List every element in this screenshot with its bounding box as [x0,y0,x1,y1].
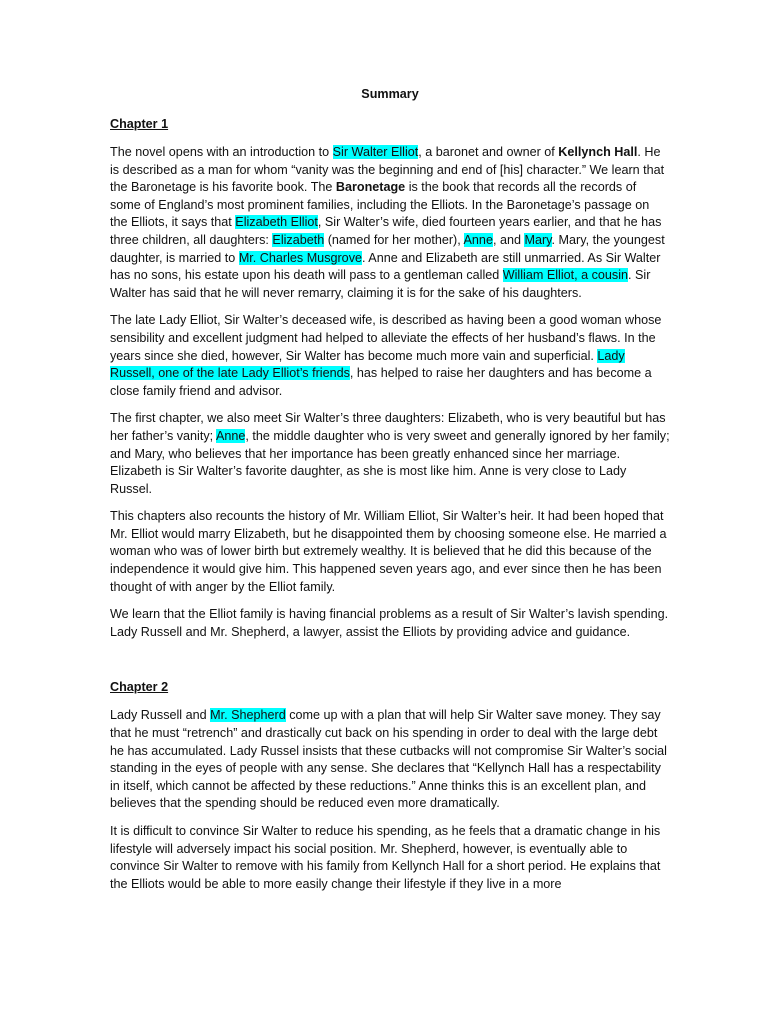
highlight-lady-russell: Lady Russell, one of the late Lady Elliot’s friends [110,348,625,381]
highlight-mr-shepherd: Mr. Shepherd [210,708,286,723]
highlight-charles-musgrove: Mr. Charles Musgrove [238,250,362,265]
highlight-sir-walter-elliot: Sir Walter Elliot [332,145,419,159]
chapter-1-paragraph-4: This chapters also recounts the history of Mr. William Elliot, Sir Walter’s heir. It had been hoped that Mr. Elliot would marry Elizabeth, but he disappointed them by choosing someone else. He married a woman who was of lower birth but extremely wealthy. It is believed that he did this because of the independence it would give him. This happened seven years ago, and ever since then he has been thought of with anger by the Elliot family. [110,509,667,594]
chapter-1-paragraph-3: The first chapter, we also meet Sir Walter’s three daughters: Elizabeth, who is very beautiful but has her father’s vanity; Anne, the middle daughter who is very sweet and generally ignored by her family; and Mary, who believes that her importance has been greatly enhanced since her marriage. Elizabeth is Sir Walter’s favorite daughter, as she is most like him. Anne is very close to Lady Russel. [110,411,670,496]
highlight-anne-2: Anne [215,428,246,443]
chapter-2-paragraph-2: It is difficult to convince Sir Walter to reduce his spending, as he feels that a dramatic change in his lifestyle will adversely impact his social position. Mr. Shepherd, however, is eventually able to convince Sir Walter to remove with his family from Kellynch Hall for a short period. He explains that the Elliots would be able to more easily change their lifestyle if they live in a more [110,824,661,891]
chapter-2-paragraph-1: Lady Russell and Mr. Shepherd come up with a plan that will help Sir Walter save money. They say that he must “retrench” and drastically cut back on his spending in order to deal with the large debt he has accumulated. Lady Russel insists that these cutbacks will not compromise Sir Walter’s social standing in the eyes of people with any sense. She declares that “Kellynch Hall has a respectability in itself, which cannot be affected by these reductions.” Anne thinks this is an excellent plan, and believes that the spending should be reduced even more dramatically. [110,708,667,811]
chapter-1-paragraph-2: The late Lady Elliot, Sir Walter’s deceased wife, is described as having been a good woman whose sensibility and excellent judgment had helped to alleviate the effects of her husband’s flaws. In the years since she died, however, Sir Walter has become much more vain and superficial. Lady Russell, one of the late Lady Elliot’s friends, has helped to raise her daughters and has become a close family friend and advisor. [110,313,662,398]
document-page [110,84,670,903]
chapter-1-heading: Chapter 1 [110,117,169,131]
highlight-elizabeth-elliot: Elizabeth Elliot [235,215,318,230]
highlight-william-elliot: William Elliot, a cousin [502,268,629,283]
bold-baronetage: Baronetage [335,180,406,195]
highlight-anne: Anne [463,232,493,247]
page-title: Summary [361,87,419,101]
highlight-mary: Mary [524,232,552,247]
chapter-2-heading: Chapter 2 [110,680,169,695]
highlight-elizabeth: Elizabeth [272,232,325,247]
chapter-1-paragraph-1: The novel opens with an introduction to Sir Walter Elliot, a baronet and owner of Kellynch Hall. He is described as a man for whom “vanity was the beginning and end of [his] character.” We learn that the Baronetage is his favorite book. The Baronetage is the book that records all the records of some of England’s most prominent families, including the Elliots. In the Baronetage’s passage on the Elliots, it says that Elizabeth Elliot, Sir Walter’s wife, died fourteen years earlier, and that he has three children, all daughters: Elizabeth (named for her mother), Anne, and Mary. Mary, the youngest daughter, is married to Mr. Charles Musgrove. Anne and Elizabeth are still unmarried. As Sir Walter has no sons, his estate upon his death will pass to a gentleman called William Elliot, a cousin. Sir Walter has said that he will never remarry, claiming it is for the sake of his daughters. [110,145,665,300]
bold-kellynch-hall: Kellynch Hall [558,145,638,159]
chapter-1-paragraph-5: We learn that the Elliot family is having financial problems as a result of Sir Walter’s lavish spending. Lady Russell and Mr. Shepherd, a lawyer, assist the Elliots by providing advice and guidance. [110,607,669,639]
